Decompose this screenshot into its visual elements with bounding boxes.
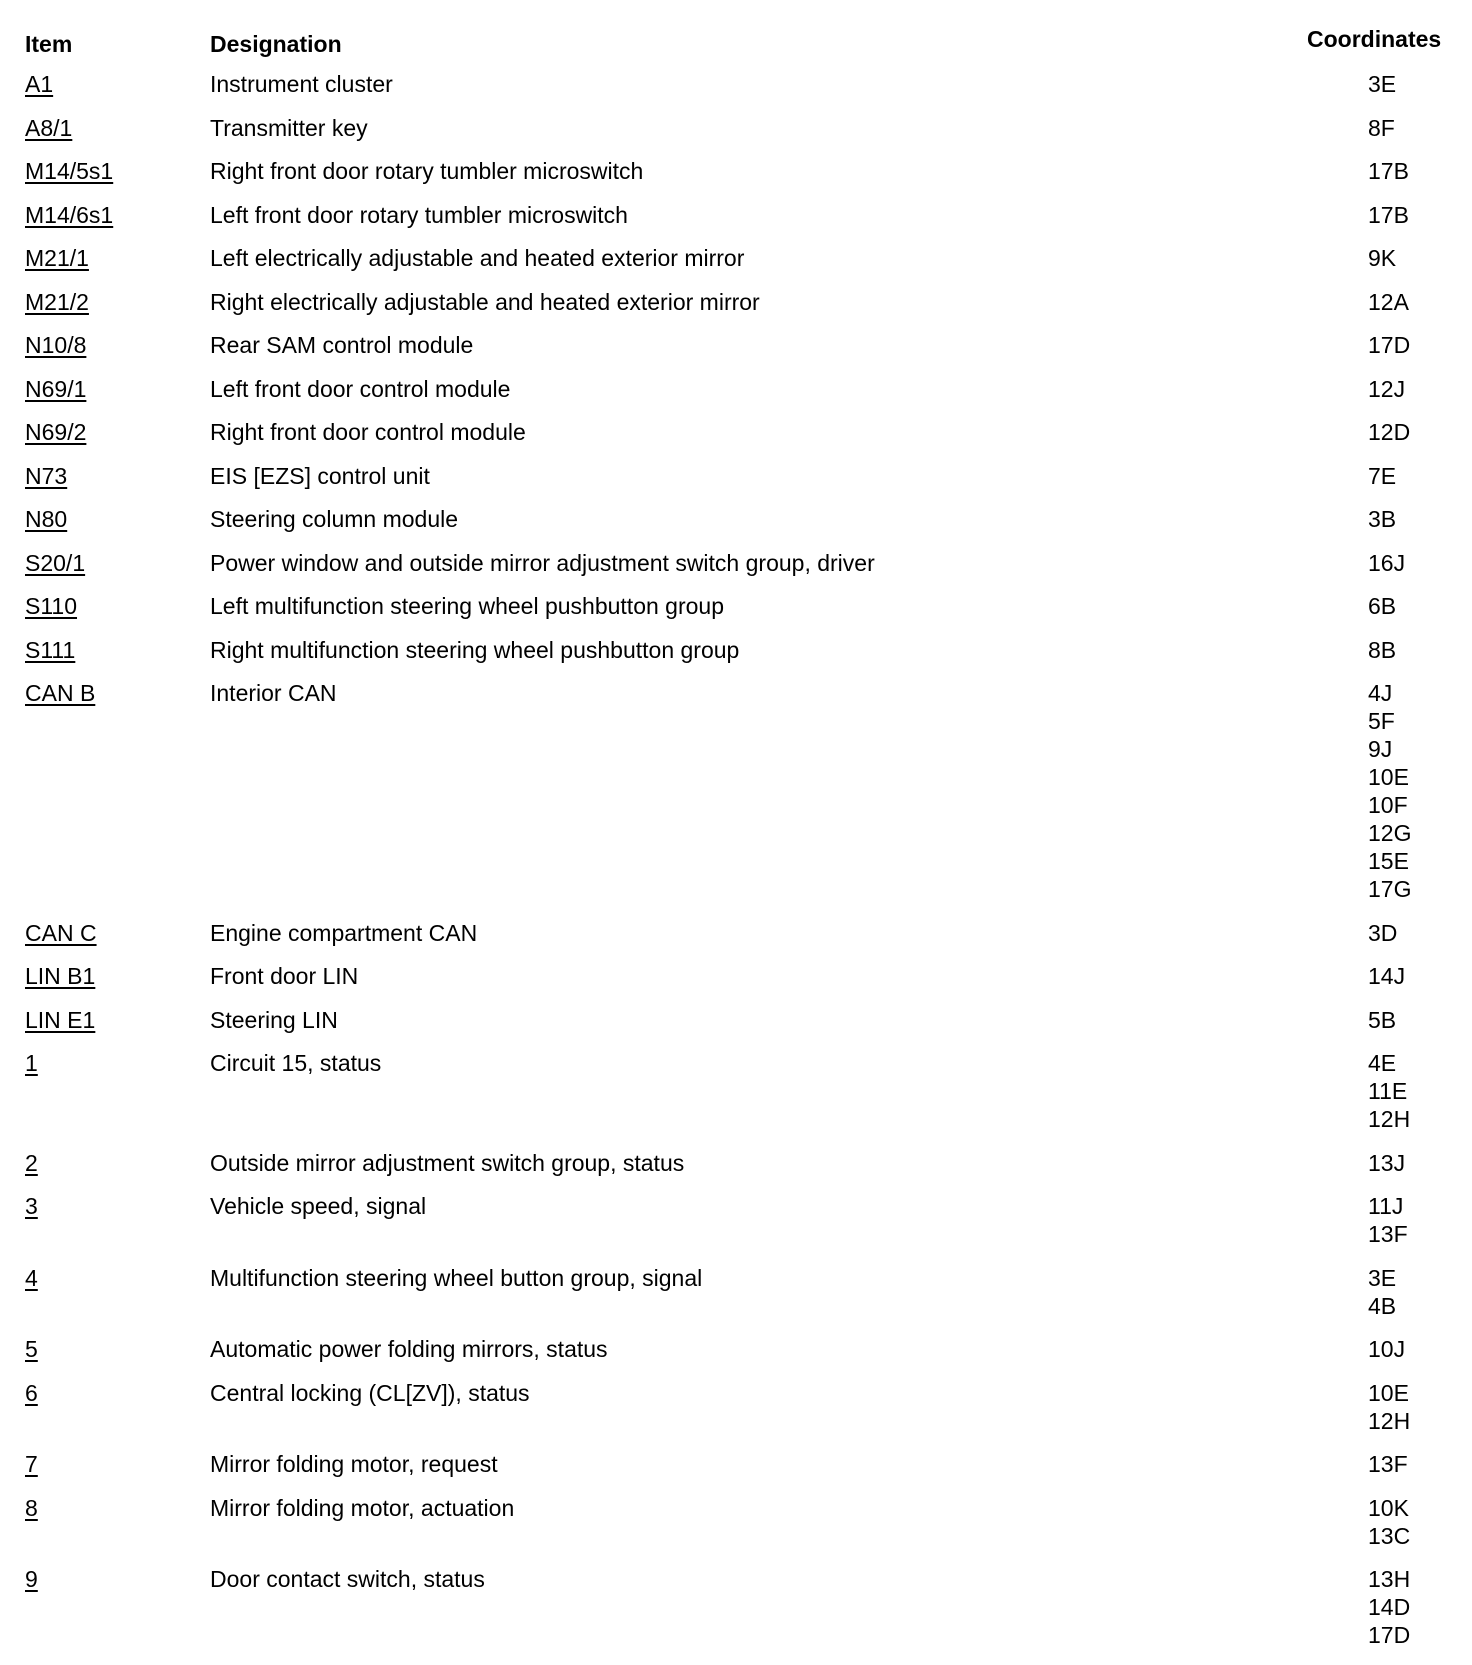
item-link[interactable]: 4 xyxy=(25,1264,38,1291)
designation-text: Rear SAM control module xyxy=(210,332,474,358)
designation-text: Right front door rotary tumbler microswitch xyxy=(210,158,644,184)
item-link[interactable]: CAN C xyxy=(25,919,97,946)
item-link[interactable]: 5 xyxy=(25,1336,38,1362)
designation-text: Multifunction steering wheel button group, signal xyxy=(210,1264,703,1291)
coordinates-list xyxy=(1368,1494,1410,1550)
designation-text: Right multifunction steering wheel pushbutton group xyxy=(210,636,740,663)
coordinates-list xyxy=(1368,1335,1405,1363)
coordinate-value: 12A xyxy=(1368,288,1409,315)
coordinate-value: 12H xyxy=(1368,1407,1411,1434)
designation-text: Left front door rotary tumbler microswitch xyxy=(210,201,628,228)
coordinate-value: 10E xyxy=(1368,764,1409,790)
item-link[interactable]: M21/1 xyxy=(25,245,89,271)
item-link[interactable]: A1 xyxy=(25,71,54,97)
coordinates-list xyxy=(1368,418,1410,446)
table-row xyxy=(0,1450,1472,1494)
coordinate-value: 4E xyxy=(1368,1050,1397,1076)
designation-text: Power window and outside mirror adjustment switch group, driver xyxy=(210,549,875,576)
coordinates-list xyxy=(1368,1565,1410,1649)
coordinate-value: 17B xyxy=(1368,201,1409,228)
table-row xyxy=(0,592,1472,636)
coordinate-value: 3D xyxy=(1368,919,1398,946)
coordinates-list xyxy=(1368,462,1396,490)
item-link[interactable]: 6 xyxy=(25,1379,38,1406)
designation-text: Right front door control module xyxy=(210,419,526,445)
designation-text: Left electrically adjustable and heated exterior mirror xyxy=(210,245,745,271)
table-row xyxy=(0,418,1472,462)
table-row xyxy=(0,549,1472,593)
table-row xyxy=(0,962,1472,1006)
item-link[interactable]: S20/1 xyxy=(25,549,86,576)
coordinates-list xyxy=(1368,505,1396,533)
table-row xyxy=(0,288,1472,332)
item-link[interactable]: M14/6s1 xyxy=(25,201,114,228)
coordinate-value: 11E xyxy=(1368,1078,1408,1104)
designation-text: Left front door control module xyxy=(210,375,511,402)
item-link[interactable]: LIN B1 xyxy=(25,963,96,989)
item-link[interactable]: N69/1 xyxy=(25,375,87,402)
item-link[interactable]: A8/1 xyxy=(25,114,73,141)
coordinate-value: 6B xyxy=(1368,593,1397,619)
table-row xyxy=(0,1565,1472,1665)
coordinates-list xyxy=(1368,549,1405,577)
designation-text: EIS [EZS] control unit xyxy=(210,462,430,489)
table-row xyxy=(0,679,1472,919)
designation-text: Transmitter key xyxy=(210,114,368,141)
table-row xyxy=(0,70,1472,114)
coordinates-list xyxy=(1368,636,1396,664)
coordinates-list xyxy=(1368,114,1395,142)
coordinates-list xyxy=(1368,331,1410,359)
header-coordinates: Coordinates xyxy=(1307,26,1442,52)
item-link[interactable]: 2 xyxy=(25,1149,38,1176)
coordinate-value: 11J xyxy=(1368,1193,1404,1219)
item-link[interactable]: CAN B xyxy=(25,680,96,706)
item-link[interactable]: S111 xyxy=(25,636,76,663)
coordinate-value: 7E xyxy=(1368,462,1397,489)
coordinate-value: 5B xyxy=(1368,1006,1397,1033)
coordinate-value: 16J xyxy=(1368,549,1406,576)
item-link[interactable]: 1 xyxy=(25,1050,38,1076)
table-row xyxy=(0,1335,1472,1379)
coordinate-value: 8B xyxy=(1368,636,1397,663)
coordinates-list xyxy=(1368,1192,1408,1248)
table-row xyxy=(0,201,1472,245)
coordinates-list xyxy=(1368,1264,1396,1320)
table-row xyxy=(0,1264,1472,1336)
table-row xyxy=(0,114,1472,158)
coordinates-list xyxy=(1368,1450,1408,1478)
designation-text: Right electrically adjustable and heated exterior mirror xyxy=(210,288,760,315)
designation-text: Left multifunction steering wheel pushbutton group xyxy=(210,593,724,619)
designation-text: Instrument cluster xyxy=(210,71,393,97)
item-link[interactable]: 9 xyxy=(25,1566,38,1592)
item-link[interactable]: M21/2 xyxy=(25,288,89,315)
item-link[interactable]: N69/2 xyxy=(25,419,87,445)
item-link[interactable]: N80 xyxy=(25,506,68,532)
coordinate-value: 13F xyxy=(1368,1451,1408,1477)
coordinate-value: 4J xyxy=(1368,680,1393,706)
coordinate-value: 14D xyxy=(1368,1594,1411,1620)
coordinate-value: 8F xyxy=(1368,114,1395,141)
coordinates-list xyxy=(1368,919,1397,947)
coordinate-value: 14J xyxy=(1368,963,1406,989)
coordinates-list xyxy=(1368,288,1409,316)
coordinate-value: 9K xyxy=(1368,245,1397,271)
table-row xyxy=(0,375,1472,419)
designation-text: Mirror folding motor, actuation xyxy=(210,1494,515,1521)
table-row xyxy=(0,1006,1472,1050)
designation-text: Engine compartment CAN xyxy=(210,919,478,946)
coordinate-value: 12D xyxy=(1368,419,1411,445)
coordinate-value: 3E xyxy=(1368,71,1397,97)
coordinate-value: 15E xyxy=(1368,848,1409,874)
table-row xyxy=(0,1149,1472,1193)
coordinates-list xyxy=(1368,244,1396,272)
table-row xyxy=(0,636,1472,680)
coordinate-value: 9J xyxy=(1368,736,1393,762)
table-row xyxy=(0,919,1472,963)
designation-text: Circuit 15, status xyxy=(210,1050,382,1076)
designation-text: Front door LIN xyxy=(210,963,359,989)
designation-text: Steering column module xyxy=(210,506,459,532)
coordinate-value: 3E xyxy=(1368,1264,1397,1291)
designation-text: Door contact switch, status xyxy=(210,1566,485,1592)
item-link[interactable]: 3 xyxy=(25,1193,38,1219)
coordinate-value: 17D xyxy=(1368,1622,1411,1648)
header-designation: Designation xyxy=(210,31,342,57)
coordinates-list xyxy=(1368,70,1396,98)
coordinate-value: 5F xyxy=(1368,708,1395,734)
coordinate-value: 17B xyxy=(1368,158,1409,184)
table-row xyxy=(0,1494,1472,1566)
coordinates-list xyxy=(1368,1149,1405,1177)
coordinate-value: 13C xyxy=(1368,1522,1411,1549)
designation-text: Outside mirror adjustment switch group, status xyxy=(210,1149,685,1176)
coordinates-list xyxy=(1368,1006,1396,1034)
designation-text: Central locking (CL[ZV]), status xyxy=(210,1379,530,1406)
coordinates-list xyxy=(1368,592,1396,620)
coordinate-value: 10E xyxy=(1368,1379,1409,1406)
item-link[interactable]: 8 xyxy=(25,1494,38,1521)
item-link[interactable]: M14/5s1 xyxy=(25,158,114,184)
coordinate-value: 17G xyxy=(1368,876,1412,902)
table-row xyxy=(0,462,1472,506)
item-link[interactable]: S110 xyxy=(25,593,78,619)
coordinates-list xyxy=(1368,1049,1410,1133)
coordinate-value: 4B xyxy=(1368,1292,1397,1319)
designation-text: Mirror folding motor, request xyxy=(210,1451,498,1477)
coordinate-value: 13H xyxy=(1368,1566,1411,1592)
item-link[interactable]: N10/8 xyxy=(25,332,87,358)
coordinates-list xyxy=(1368,679,1411,903)
coordinate-value: 12J xyxy=(1368,375,1406,402)
designation-text: Steering LIN xyxy=(210,1006,338,1033)
coordinate-value: 12G xyxy=(1368,820,1412,846)
table-row xyxy=(0,1049,1472,1149)
table-row xyxy=(0,244,1472,288)
item-link[interactable]: N73 xyxy=(25,462,68,489)
coordinates-list xyxy=(1368,1379,1410,1435)
legend-table xyxy=(0,70,1472,1665)
item-link[interactable]: 7 xyxy=(25,1451,38,1477)
coordinate-value: 10K xyxy=(1368,1494,1409,1521)
coordinates-list xyxy=(1368,157,1409,185)
coordinate-value: 10F xyxy=(1368,792,1408,818)
header-item: Item xyxy=(25,31,73,57)
designation-text: Vehicle speed, signal xyxy=(210,1193,427,1219)
designation-text: Automatic power folding mirrors, status xyxy=(210,1336,608,1362)
coordinate-value: 12H xyxy=(1368,1106,1411,1132)
coordinate-value: 13F xyxy=(1368,1221,1408,1247)
coordinates-list xyxy=(1368,201,1409,229)
coordinates-list xyxy=(1368,962,1405,990)
coordinate-value: 10J xyxy=(1368,1336,1406,1362)
coordinates-list xyxy=(1368,375,1405,403)
coordinate-value: 13J xyxy=(1368,1149,1406,1176)
table-row xyxy=(0,157,1472,201)
item-link[interactable]: LIN E1 xyxy=(25,1006,96,1033)
table-row xyxy=(0,1379,1472,1451)
table-row xyxy=(0,1192,1472,1264)
table-row xyxy=(0,505,1472,549)
coordinate-value: 17D xyxy=(1368,332,1411,358)
coordinate-value: 3B xyxy=(1368,506,1397,532)
designation-text: Interior CAN xyxy=(210,680,337,706)
table-row xyxy=(0,331,1472,375)
